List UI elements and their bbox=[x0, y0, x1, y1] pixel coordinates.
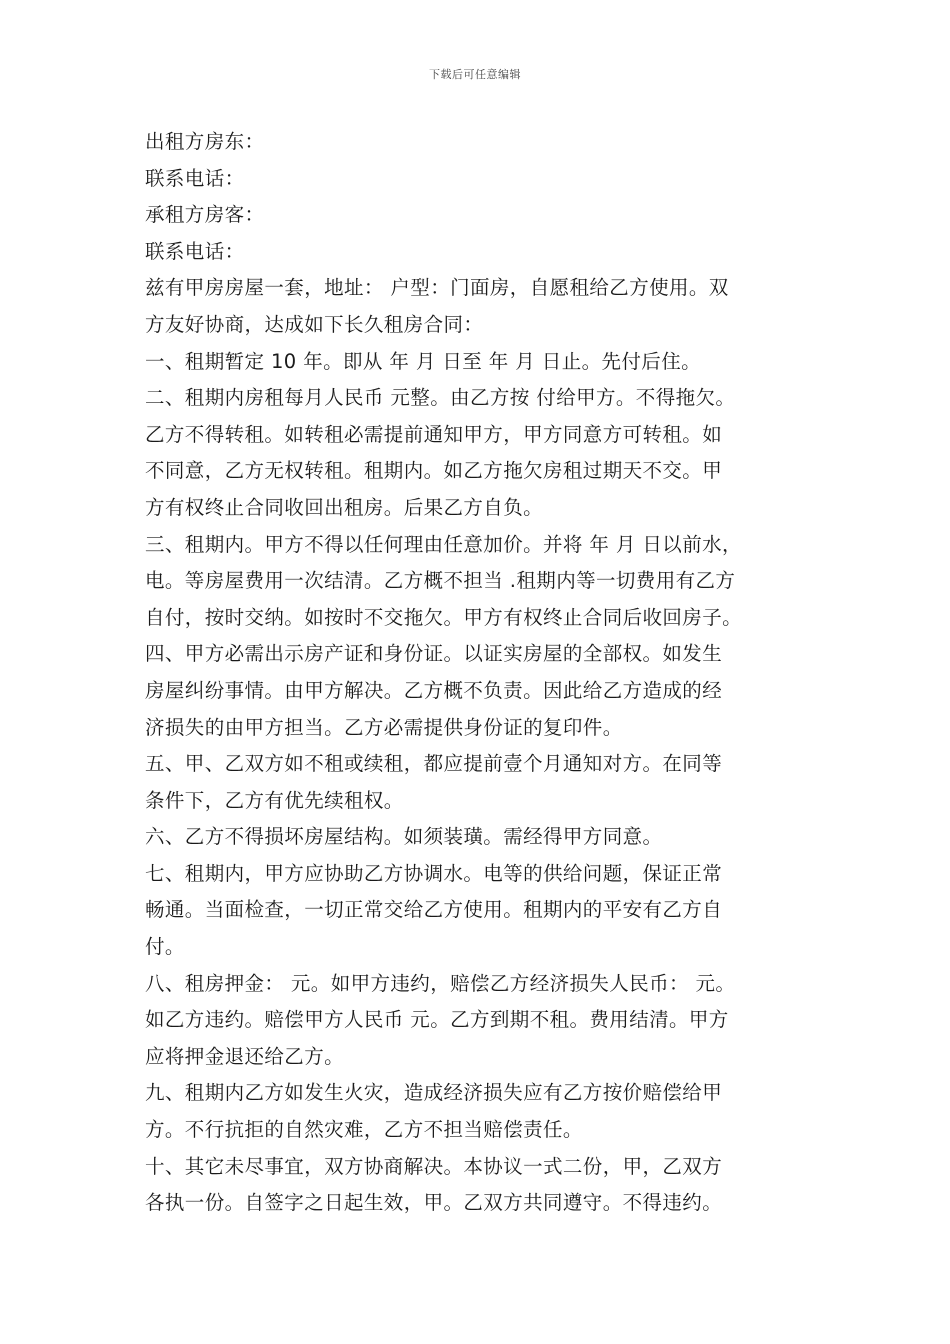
contract-body bbox=[145, 124, 810, 1222]
text-line: 方有权终止合同收回出租房。后果乙方自负。 bbox=[145, 495, 544, 519]
text-line: 联系电话： bbox=[145, 239, 245, 263]
text-line: 畅通。当面检查，一切正常交给乙方使用。租期内的平安有乙方自 bbox=[145, 898, 723, 922]
text-line: 八、租房押金： 元。如甲方违约，赔偿乙方经济损失人民币： 元。 bbox=[145, 971, 736, 995]
text-line: 九、租期内乙方如发生火灾，造成经济损失应有乙方按价赔偿给甲 bbox=[145, 1081, 723, 1105]
text-line: 不同意，乙方无权转租。租期内。如乙方拖欠房租过期天不交。甲 bbox=[145, 459, 723, 483]
text-line: 电。等房屋费用一次结清。乙方概不担当 .租期内等一切费用有乙方 bbox=[145, 569, 736, 593]
text-line: 承租方房客： bbox=[145, 203, 265, 227]
text-line: 房屋纠纷事情。由甲方解决。乙方概不负责。因此给乙方造成的经 bbox=[145, 678, 723, 702]
text-line: 六、乙方不得损坏房屋结构。如须装璜。需经得甲方同意。 bbox=[145, 825, 663, 849]
text-line: 七、租期内，甲方应协助乙方协调水。电等的供给问题，保证正常 bbox=[145, 861, 723, 885]
text-line: 十、其它未尽事宜，双方协商解决。本协议一式二份，甲，乙双方 bbox=[145, 1154, 723, 1178]
text-line: 条件下，乙方有优先续租权。 bbox=[145, 788, 404, 812]
text-line: 出租方房东： bbox=[145, 130, 265, 153]
text-line: 四、甲方必需出示房产证和身份证。以证实房屋的全部权。如发生 bbox=[145, 642, 723, 666]
text-line: 各执一份。自签字之日起生效，甲。乙双方共同遵守。不得违约。 bbox=[145, 1191, 723, 1215]
text-line: 方。不行抗拒的自然灾难，乙方不担当赔偿责任。 bbox=[145, 1118, 583, 1142]
text-line: 兹有甲房房屋一套，地址： 户型：门面房，自愿租给乙方使用。双 bbox=[145, 276, 729, 300]
text-line: 付。 bbox=[145, 935, 185, 959]
text-line: 方友好协商，达成如下长久租房合同： bbox=[145, 312, 484, 336]
text-line: 乙方不得转租。如转租必需提前通知甲方，甲方同意方可转租。如 bbox=[145, 422, 723, 446]
text-line: 自付，按时交纳。如按时不交拖欠。甲方有权终止合同后收回房子。 bbox=[145, 605, 743, 629]
text-line: 一、租期暂定 10 年。即从 年 月 日至 年 月 日止。先付后住。 bbox=[145, 349, 702, 373]
page-header: 下载后可任意编辑 bbox=[429, 68, 521, 81]
text-line: 应将押金退还给乙方。 bbox=[145, 1044, 345, 1068]
text-line: 三、租期内。甲方不得以任何理由任意加价。并将 年 月 日以前水， bbox=[145, 532, 742, 556]
text-line: 联系电话： bbox=[145, 166, 245, 190]
text-line: 如乙方违约。赔偿甲方人民币 元。乙方到期不租。费用结清。甲方 bbox=[145, 1008, 729, 1032]
text-line: 二、租期内房租每月人民币 元整。由乙方按 付给甲方。不得拖欠。 bbox=[145, 386, 736, 410]
text-line: 五、甲、乙双方如不租或续租，都应提前壹个月通知对方。在同等 bbox=[145, 752, 723, 776]
text-line: 济损失的由甲方担当。乙方必需提供身份证的复印件。 bbox=[145, 715, 623, 739]
